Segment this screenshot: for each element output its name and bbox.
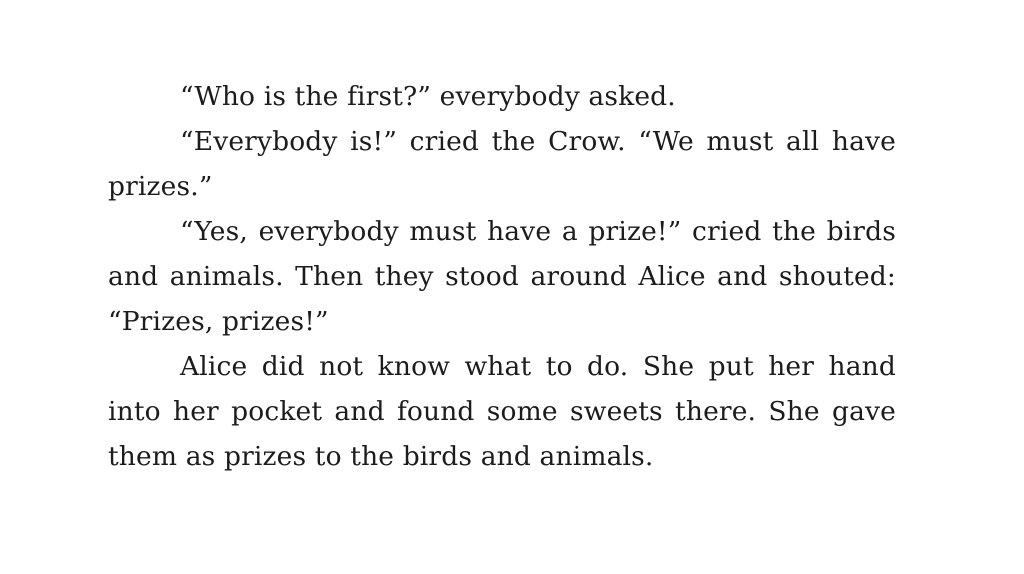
story-text [108,74,896,479]
paragraph-3: “Yes, everybody must have a prize!” cried the birds and animals. Then they stood around Alice and shouted: “Prizes, prizes!” [108,216,896,337]
paragraph-4: Alice did not know what to do. She put her hand into her pocket and found some sweets there. She gave them as prizes to the birds and animals. [108,351,896,472]
paragraph-2: “Everybody is!” cried the Crow. “We must all have prizes.” [108,126,896,202]
paragraph-1: “Who is the first?” everybody asked. [180,81,676,112]
